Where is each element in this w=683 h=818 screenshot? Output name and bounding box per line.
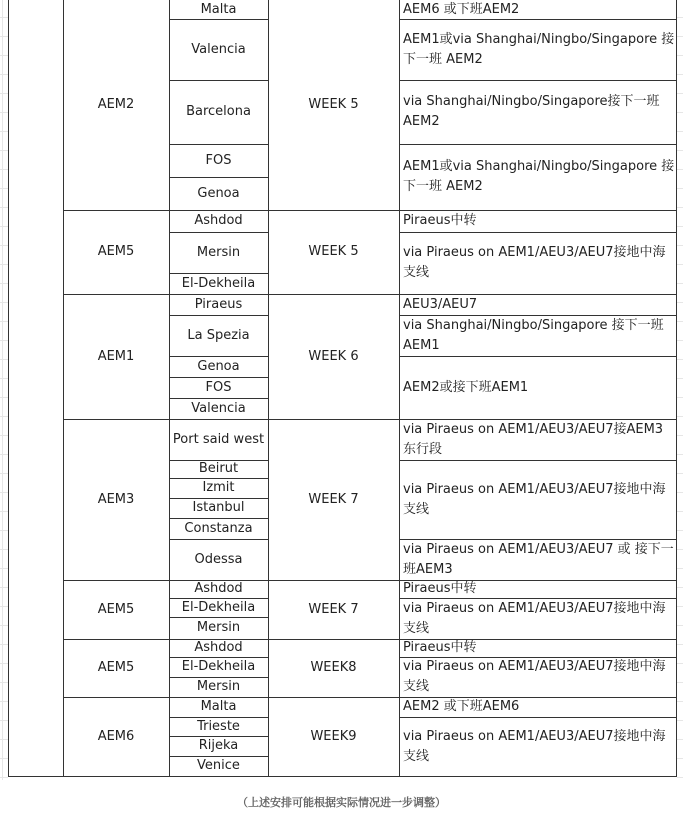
remark-cell: AEM1或via Shanghai/Ningbo/Singapore 接下一班 AEM2 (403, 159, 675, 194)
row-border (169, 80, 269, 81)
grid-line (677, 169, 683, 170)
row-border (169, 677, 269, 678)
remark-cell: AEM2 或下班AEM6 (403, 699, 520, 714)
row-border (169, 657, 269, 658)
week-cell: WEEK 7 (308, 601, 359, 617)
grid-line (677, 739, 683, 740)
port-cell: Rijeka (198, 738, 239, 753)
remark-cell: Piraeus中转 (403, 581, 477, 596)
port-cell: La Spezia (187, 327, 250, 343)
row-border (399, 598, 677, 599)
row-border (399, 80, 677, 81)
port-cell: Odessa (194, 551, 243, 567)
port-cell: FOS (205, 379, 232, 395)
port-cell: Valencia (191, 400, 246, 416)
remark-cell: via Piraeus on AEM1/AEU3/AEU7接AEM3东行段 (403, 421, 664, 457)
grid-line (677, 397, 683, 398)
service-cell: AEM3 (97, 491, 135, 507)
row-border (399, 232, 677, 233)
week-cell: WEEK 5 (308, 244, 359, 259)
row-border (169, 377, 269, 378)
grid-line (677, 302, 683, 303)
service-cell: AEM6 (97, 728, 135, 744)
grid-line (677, 568, 683, 569)
column-border (169, 0, 170, 777)
grid-line (677, 150, 683, 151)
grid-line (677, 625, 683, 626)
row-border (169, 232, 269, 233)
grid-line (677, 359, 683, 360)
row-border (399, 460, 677, 461)
port-cell: Malta (200, 699, 237, 714)
service-cell: AEM5 (97, 660, 135, 675)
row-border (169, 478, 269, 479)
remark-cell: via Piraeus on AEM1/AEU3/AEU7接地中海支线 (403, 728, 666, 764)
week-cell: WEEK8 (310, 660, 357, 675)
remark-cell: AEM2或接下班AEM1 (403, 379, 529, 395)
port-cell: Trieste (197, 718, 240, 734)
row-border (169, 717, 269, 718)
row-border (399, 356, 677, 357)
row-border (63, 580, 677, 581)
remark-cell: via Shanghai/Ningbo/Singapore接下一班 AEM2 (403, 94, 660, 129)
grid-line (677, 435, 683, 436)
remark-cell: AEM1或via Shanghai/Ningbo/Singapore 接下一班 AEM2 (403, 31, 675, 67)
port-cell: El-Dekheila (181, 659, 256, 674)
column-border (399, 0, 400, 777)
port-cell: Piraeus (194, 296, 243, 312)
port-cell: Ashdod (194, 640, 243, 655)
row-border (169, 498, 269, 499)
row-border (169, 356, 269, 357)
grid-line (677, 74, 683, 75)
grid-line (677, 511, 683, 512)
port-cell: Izmit (202, 480, 235, 495)
row-border (63, 294, 677, 295)
grid-line (677, 188, 683, 189)
week-cell: WEEK9 (310, 728, 357, 744)
remark-cell: AEU3/AEU7 (403, 296, 478, 312)
grid-line (677, 112, 683, 113)
row-border (169, 518, 269, 519)
row-border (169, 617, 269, 618)
row-border (169, 398, 269, 399)
row-border (169, 315, 269, 316)
port-cell: Mersin (196, 679, 241, 694)
port-cell: Beirut (198, 461, 239, 476)
port-cell: Genoa (197, 358, 240, 374)
port-cell: Barcelona (186, 104, 251, 119)
row-border (169, 460, 269, 461)
grid-line (677, 207, 683, 208)
row-border (399, 144, 677, 145)
row-border (399, 315, 677, 316)
row-border (169, 144, 269, 145)
column-border (63, 0, 64, 777)
remark-cell: Piraeus中转 (403, 213, 477, 228)
grid-line (677, 245, 683, 246)
remark-cell: via Shanghai/Ningbo/Singapore 接下一班 AEM1 (403, 317, 664, 353)
service-cell: AEM1 (97, 348, 135, 364)
service-cell: AEM2 (97, 97, 135, 112)
row-border (399, 657, 677, 658)
week-cell: WEEK 6 (308, 348, 359, 364)
port-cell: Mersin (196, 244, 241, 260)
column-border (8, 0, 9, 777)
row-border (169, 273, 269, 274)
grid-line (677, 682, 683, 683)
port-cell: Venice (197, 758, 240, 773)
column-border (268, 0, 269, 777)
grid-line (677, 55, 683, 56)
port-cell: Port said west (172, 431, 265, 447)
grid-line (677, 720, 683, 721)
port-cell: Ashdod (194, 581, 243, 596)
grid-line (677, 606, 683, 607)
grid-line (677, 758, 683, 759)
grid-line (677, 36, 683, 37)
grid-line (677, 264, 683, 265)
port-cell: Genoa (197, 185, 240, 201)
remark-cell: via Piraeus on AEM1/AEU3/AEU7接地中海支线 (403, 481, 666, 517)
grid-line (677, 530, 683, 531)
port-cell: Valencia (191, 41, 246, 57)
port-cell: Constanza (184, 520, 253, 536)
footer-note: （上述安排可能根据实际情况进一步调整） (237, 796, 446, 809)
grid-line (677, 416, 683, 417)
week-cell: WEEK 7 (308, 491, 359, 507)
row-border (399, 19, 677, 20)
row-border (169, 539, 269, 540)
remark-cell: via Piraeus on AEM1/AEU3/AEU7接地中海支线 (403, 600, 666, 636)
row-border (63, 210, 677, 211)
port-cell: El-Dekheila (181, 599, 256, 615)
grid-line (677, 283, 683, 284)
grid-line (677, 644, 683, 645)
grid-line (677, 473, 683, 474)
grid-line (677, 492, 683, 493)
row-border (169, 19, 269, 20)
grid-line (677, 777, 683, 778)
remark-cell: AEM6 或下班AEM2 (403, 1, 520, 17)
grid-line (677, 587, 683, 588)
row-border (399, 539, 677, 540)
grid-line (677, 663, 683, 664)
grid-line (677, 549, 683, 550)
port-cell: FOS (205, 152, 232, 168)
row-border (63, 697, 677, 698)
port-cell: Malta (200, 1, 237, 17)
column-border (676, 0, 677, 777)
service-cell: AEM5 (97, 244, 135, 259)
row-border (169, 736, 269, 737)
grid-line (677, 340, 683, 341)
grid-line (677, 17, 683, 18)
port-cell: Istanbul (192, 500, 245, 515)
port-cell: Mersin (196, 620, 241, 635)
row-border (169, 177, 269, 178)
grid-line (677, 701, 683, 702)
row-border (169, 756, 269, 757)
grid-line (677, 226, 683, 227)
row-border (399, 717, 677, 718)
grid-line (677, 93, 683, 94)
service-cell: AEM5 (97, 601, 135, 617)
row-border (169, 598, 269, 599)
row-border (8, 776, 677, 777)
remark-cell: via Piraeus on AEM1/AEU3/AEU7接地中海支线 (403, 659, 666, 694)
grid-line (677, 131, 683, 132)
port-cell: El-Dekheila (181, 275, 256, 291)
row-border (63, 639, 677, 640)
remark-cell: via Piraeus on AEM1/AEU3/AEU7 或 接下一班AEM3 (403, 541, 674, 577)
port-cell: Ashdod (194, 213, 243, 228)
remark-cell: Piraeus中转 (403, 640, 477, 655)
grid-line (677, 321, 683, 322)
remark-cell: via Piraeus on AEM1/AEU3/AEU7接地中海支线 (403, 245, 666, 280)
grid-line (677, 378, 683, 379)
grid-line (677, 454, 683, 455)
week-cell: WEEK 5 (308, 97, 359, 112)
grid-line (2, 0, 3, 780)
row-border (63, 419, 677, 420)
